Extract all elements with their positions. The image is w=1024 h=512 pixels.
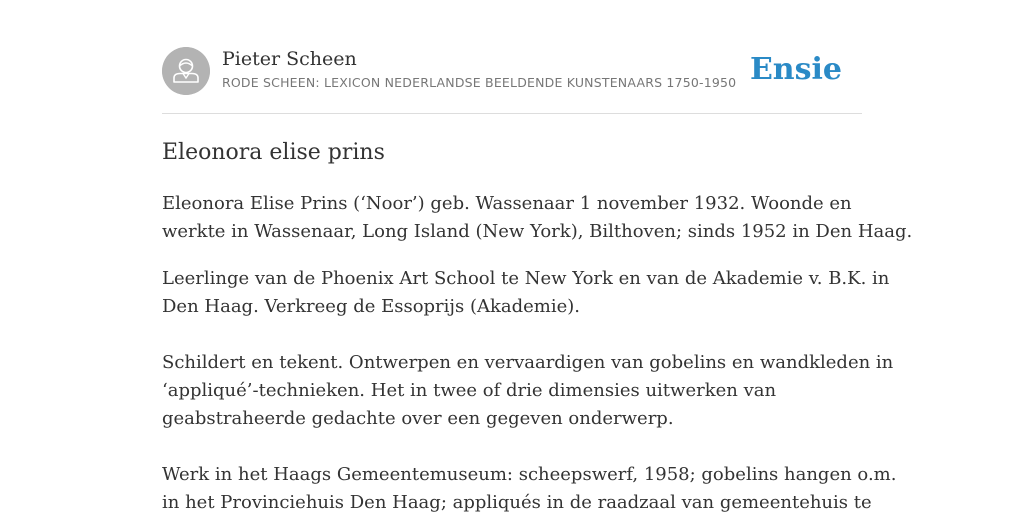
text-line: Schildert en tekent. Ontwerpen en vervaardigen van gobelins en wandkleden in xyxy=(162,352,894,373)
paragraph-2 xyxy=(162,265,890,321)
text-line: Leerlinge van de Phoenix Art School te New York en van de Akademie v. B.K. in xyxy=(162,268,890,289)
article-body xyxy=(162,190,913,512)
text-line: in het Provinciehuis Den Haag; appliqués in de raadzaal van gemeentehuis te xyxy=(162,492,872,512)
text-line: Werk in het Haags Gemeentemuseum: scheepswerf, 1958; gobelins hangen o.m. xyxy=(162,464,897,485)
text-line: Eleonora Elise Prins (‘Noor’) geb. Wassenaar 1 november 1932. Woonde en xyxy=(162,193,852,214)
text-line: geabstraheerde gedachte over een gegeven onderwerp. xyxy=(162,408,674,429)
paragraph-4 xyxy=(162,461,897,512)
source-label[interactable]: RODE SCHEEN: LEXICON NEDERLANDSE BEELDENDE KUNSTENAARS 1750-1950 xyxy=(222,75,737,90)
page xyxy=(162,0,913,512)
paragraph-spacer xyxy=(162,433,862,461)
paragraph-1 xyxy=(162,190,913,246)
ensie-logo[interactable]: Ensie xyxy=(749,52,842,87)
article-title: Eleonora elise prins xyxy=(162,140,385,165)
paragraph-3 xyxy=(162,349,894,433)
paragraph-spacer xyxy=(162,321,862,349)
text-line: Den Haag. Verkreeg de Essoprijs (Akademie). xyxy=(162,296,581,317)
user-icon xyxy=(162,47,210,95)
text-line: werkte in Wassenaar, Long Island (New York), Bilthoven; sinds 1952 in Den Haag. xyxy=(162,221,913,242)
avatar[interactable] xyxy=(162,47,210,95)
text-line: ‘appliqué’-technieken. Het in twee of drie dimensies uitwerken van xyxy=(162,380,777,401)
author-name[interactable]: Pieter Scheen xyxy=(222,48,357,70)
article-header xyxy=(162,0,862,114)
